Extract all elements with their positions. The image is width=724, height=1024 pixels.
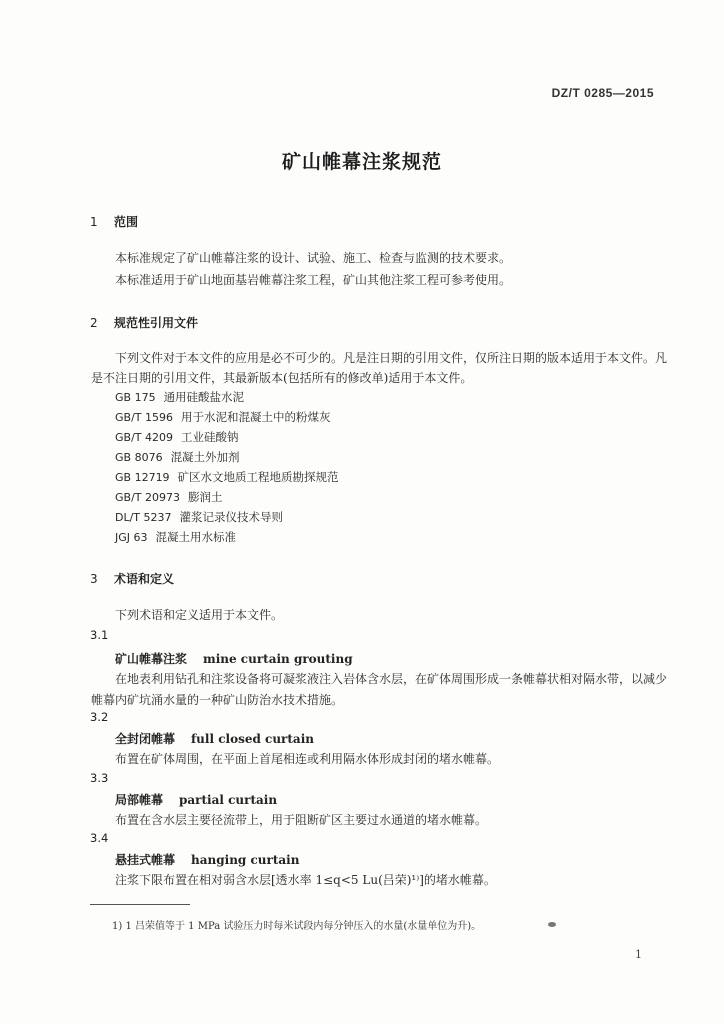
- reference-code: DL/T 5237: [115, 511, 172, 524]
- document-title: 矿山帷幕注浆规范: [281, 151, 442, 173]
- scope-paragraph-1: 本标准规定了矿山帷幕注浆的设计、试验、施工、检查与监测的技术要求。: [115, 251, 512, 265]
- term-english: full closed curtain: [191, 732, 314, 746]
- section-3-number: 3: [90, 572, 98, 586]
- section-3-title: 术语和定义: [114, 572, 175, 586]
- scope-paragraph-2: 本标准适用于矿山地面基岩帷幕注浆工程，矿山其他注浆工程可参考使用。: [115, 273, 512, 287]
- reference-list: [115, 387, 339, 547]
- section-2-heading: [90, 314, 198, 331]
- reference-item: [115, 447, 339, 467]
- reference-name: 灌浆记录仪技术导则: [179, 510, 284, 524]
- reference-code: GB 8076: [115, 451, 163, 464]
- terms-intro: 下列术语和定义适用于本文件。: [115, 608, 284, 622]
- reference-code: GB 175: [115, 391, 156, 404]
- reference-item: [115, 527, 339, 547]
- reference-name: 工业硅酸钠: [181, 430, 239, 444]
- reference-name: 膨润土: [188, 490, 223, 504]
- reference-code: GB/T 1596: [115, 411, 173, 424]
- reference-name: 混凝土外加剂: [170, 450, 240, 464]
- section-1-number: 1: [90, 215, 98, 229]
- section-2-number: 2: [90, 316, 98, 330]
- term-number: 3.1: [90, 628, 109, 642]
- term-chinese: 局部帷幕: [115, 793, 164, 807]
- section-2-title: 规范性引用文件: [114, 316, 199, 330]
- term-english: mine curtain grouting: [203, 652, 353, 666]
- term-english: partial curtain: [179, 793, 278, 807]
- section-3-heading: [90, 570, 174, 587]
- reference-name: 通用硅酸盐水泥: [163, 390, 245, 404]
- reference-name: 混凝土用水标准: [155, 530, 237, 544]
- term-english: hanging curtain: [191, 853, 300, 867]
- page-number: 1: [635, 948, 642, 961]
- reference-name: 用于水泥和混凝土中的粉煤灰: [181, 410, 331, 424]
- term-definition: 布置在矿体周围，在平面上首尾相连或利用隔水体形成封闭的堵水帷幕。: [115, 752, 500, 766]
- term-heading: [115, 650, 353, 667]
- term-number: 3.3: [90, 771, 109, 785]
- term-heading: [115, 851, 299, 868]
- term-number: 3.4: [90, 831, 109, 845]
- reference-code: GB/T 4209: [115, 431, 173, 444]
- reference-code: GB 12719: [115, 471, 170, 484]
- term-chinese: 悬挂式帷幕: [115, 853, 176, 867]
- reference-item: [115, 407, 339, 427]
- term-definition: 布置在含水层主要径流带上，用于阻断矿区主要过水通道的堵水帷幕。: [115, 813, 488, 827]
- reference-item: [115, 427, 339, 447]
- term-chinese: 全封闭帷幕: [115, 732, 176, 746]
- term-heading: [115, 791, 277, 808]
- standard-code: DZ/T 0285—2015: [551, 86, 654, 100]
- references-intro: 下列文件对于本文件的应用是必不可少的。凡是注日期的引用文件，仅所注日期的版本适用于本文件。凡是不注日期的引用文件，其最新版本(包括所有的修改单)适用于本文件。: [91, 351, 668, 385]
- section-1-heading: [90, 213, 138, 230]
- reference-item: [115, 507, 339, 527]
- term-definition: 注浆下限布置在相对弱含水层[透水率 1≤q<5 Lu(吕荣)¹⁾]的堵水帷幕。: [115, 873, 496, 887]
- term-definition: 在地表利用钻孔和注浆设备将可凝浆液注入岩体含水层，在矿体周围形成一条帷幕状相对隔水带，以减少帷幕内矿坑涌水量的一种矿山防治水技术措施。: [91, 672, 668, 707]
- footnote-divider: [90, 904, 190, 905]
- reference-item: [115, 387, 339, 407]
- footnote: 1) 1 吕荣值等于 1 MPa 试验压力时每米试段内每分钟压入的水量(水量单位为升)。: [112, 921, 482, 932]
- reference-item: [115, 487, 339, 507]
- reference-item: [115, 467, 339, 487]
- term-heading: [115, 730, 314, 747]
- term-number: 3.2: [90, 710, 109, 724]
- reference-name: 矿区水文地质工程地质勘探规范: [177, 470, 339, 484]
- scan-speck: [548, 922, 556, 927]
- reference-code: GB/T 20973: [115, 491, 180, 504]
- reference-code: JGJ 63: [115, 531, 148, 544]
- term-chinese: 矿山帷幕注浆: [115, 652, 188, 666]
- section-1-title: 范围: [114, 215, 139, 229]
